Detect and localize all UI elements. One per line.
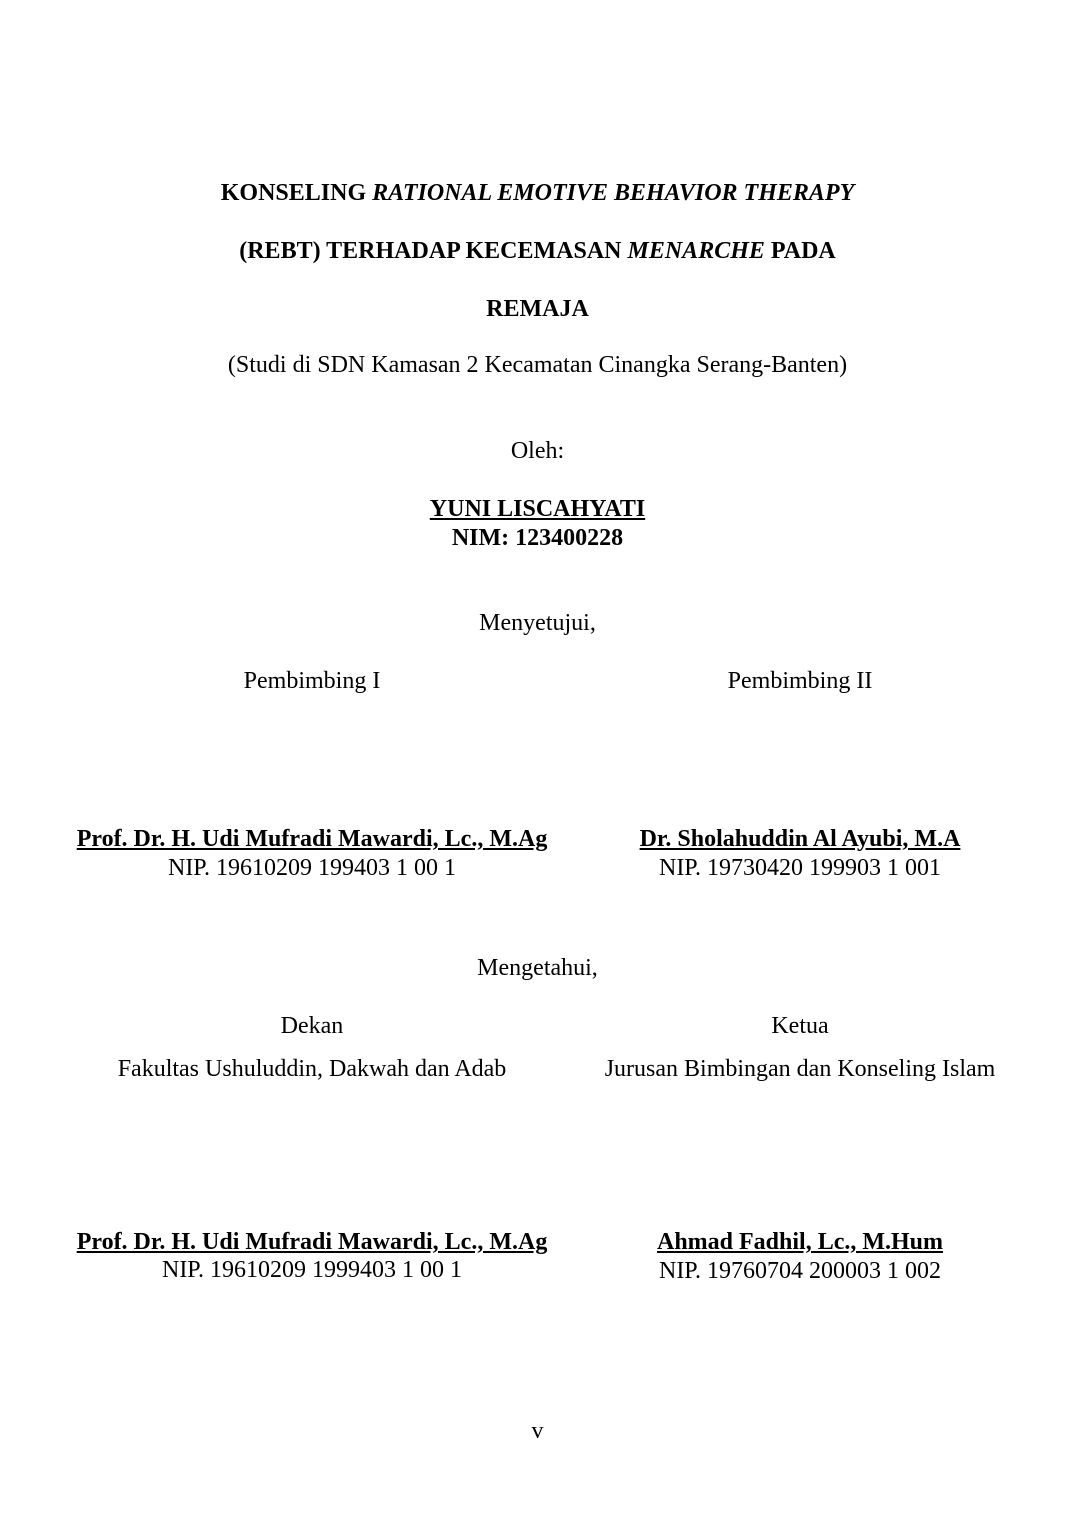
title-line-2: (REBT) TERHADAP KECEMASAN MENARCHE PADA [239,238,836,264]
chair-role: Ketua [771,1013,829,1039]
approval-label: Menyetujui, [479,610,596,636]
advisor2-nip: NIP. 19730420 199903 1 001 [658,855,941,881]
dean-name: Prof. Dr. H. Udi Mufradi Mawardi, Lc., M.Ag [76,1229,548,1255]
advisor1-role: Pembimbing I [243,668,381,694]
title-line-1: KONSELING RATIONAL EMOTIVE BEHAVIOR THERAPY [220,180,855,206]
subtitle: (Studi di SDN Kamasan 2 Kecamatan Cinangka Serang-Banten) [227,352,848,378]
advisor2-name: Dr. Sholahuddin Al Ayubi, M.A [639,826,961,852]
advisor1-name: Prof. Dr. H. Udi Mufradi Mawardi, Lc., M.Ag [76,826,548,852]
advisor2-role: Pembimbing II [727,668,873,694]
title-line-3: REMAJA [486,296,589,322]
dean-role: Dekan [280,1013,344,1039]
dean-unit: Fakultas Ushuluddin, Dakwah dan Adab [117,1056,507,1082]
author-nim: NIM: 123400228 [451,525,624,551]
chair-name: Ahmad Fadhil, Lc., M.Hum [656,1229,944,1255]
acknowledgment-label: Mengetahui, [477,955,598,981]
chair-unit: Jurusan Bimbingan dan Konseling Islam [604,1056,996,1082]
dean-nip: NIP. 19610209 1999403 1 00 1 [161,1257,462,1283]
page-number: v [531,1418,544,1444]
chair-nip: NIP. 19760704 200003 1 002 [658,1258,941,1284]
author-name: YUNI LISCAHYATI [429,496,646,522]
advisor1-nip: NIP. 19610209 199403 1 00 1 [167,855,456,881]
by-label: Oleh: [510,438,565,464]
